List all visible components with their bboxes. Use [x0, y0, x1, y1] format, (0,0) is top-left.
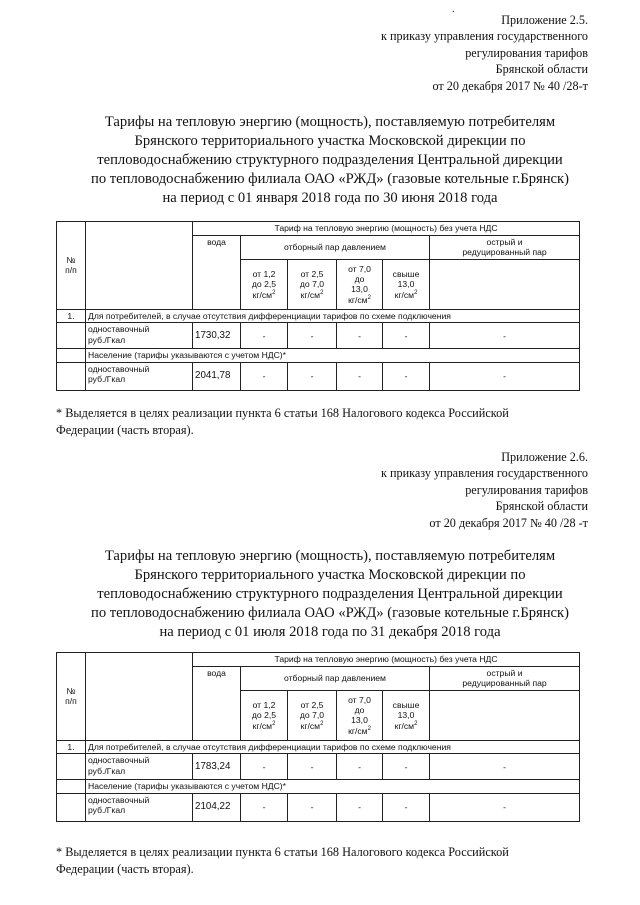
title-line: тепловодоснабжению структурного подразделения Центральной дирекции: [97, 152, 563, 168]
appendix-number: Приложение 2.5.: [501, 13, 588, 27]
col-number-header: № п/п: [57, 222, 86, 310]
water-tariff-value: 1783,24: [193, 754, 241, 780]
section-consumers: Для потребителей, в случае отсутствия дифференциации тарифов по схеме подключения: [86, 309, 580, 322]
dash-cell: -: [430, 793, 580, 821]
tariff-header: Тариф на тепловую энергию (мощность) без учета НДС: [193, 653, 580, 667]
steam-sharp-header: острый и редуцированный пар: [430, 667, 580, 691]
dash-cell: -: [383, 793, 430, 821]
document-title-1: [40, 113, 620, 208]
pressure-over-13-0: свыше 13,0 $кг/см^2$: [383, 690, 430, 740]
pressure-7-0-13-0: от 7,0 до 13,0 $кг/см^2$: [337, 259, 383, 309]
title-line: по тепловодоснабжению филиала ОАО «РЖД» (газовые котельные г.Брянск): [91, 605, 569, 621]
empty-cell: [57, 362, 86, 390]
dash-cell: -: [241, 754, 288, 780]
unit-label: одноставочный руб./Гкал: [86, 362, 193, 390]
steam-extract-header: отборный пар давлением: [241, 667, 430, 691]
pressure-2-5-7-0: от 2,5 до 7,0 $кг/см^2$: [288, 690, 337, 740]
document-title-2: [40, 547, 620, 642]
dash-cell: -: [288, 754, 337, 780]
title-period-line: на период с 01 января 2018 года по 30 июня 2018 года: [162, 190, 498, 206]
title-line: Тарифы на тепловую энергию (мощность), поставляемую потребителям: [104, 548, 556, 564]
empty-cell: [57, 780, 86, 793]
water-tariff-value: 1730,32: [193, 323, 241, 349]
footnote-line: * Выделяется в целях реализации пункта 6 статьи 168 Налогового кодекса Российской: [56, 406, 509, 420]
water-header: вода: [193, 236, 241, 310]
appendix-order-line: к приказу управления государственного: [381, 29, 588, 44]
empty-cell: [57, 349, 86, 362]
footnote-line: * Выделяется в целях реализации пункта 6 статьи 168 Налогового кодекса Российской: [56, 845, 509, 859]
appendix-date-line: от 20 декабря 2017 № 40 /28 -т: [429, 515, 588, 530]
dash-cell: -: [241, 793, 288, 821]
pressure-7-0-13-0: от 7,0 до 13,0 $кг/см^2$: [337, 690, 383, 740]
appendix-region-line: Брянской области: [495, 499, 588, 514]
pressure-1-2-2-5: от 1,2 до 2,5 $кг/см^2$: [241, 690, 288, 740]
unit-label: одноставочный руб./Гкал: [86, 754, 193, 780]
appendix-date-line: от 20 декабря 2017 № 40 /28-т: [432, 78, 588, 93]
appendix-region-line: Брянской области: [495, 62, 588, 77]
dash-cell: -: [383, 362, 430, 390]
dash-cell: -: [241, 362, 288, 390]
footnote-line: Федерации (часть вторая).: [56, 861, 194, 876]
title-line: Брянского территориального участка Московской дирекции по: [134, 133, 526, 149]
dash-cell: -: [337, 793, 383, 821]
water-tariff-value-population: 2041,78: [193, 362, 241, 390]
footnote-line: Федерации (часть вторая).: [56, 422, 194, 437]
dash-cell: -: [337, 323, 383, 349]
section-consumers: Для потребителей, в случае отсутствия дифференциации тарифов по схеме подключения: [86, 740, 580, 753]
footnote-1: [56, 405, 586, 438]
dash-cell: -: [288, 362, 337, 390]
section-population: Население (тарифы указываются с учетом НДС)*: [86, 780, 580, 793]
dash-cell: -: [288, 323, 337, 349]
appendix-order-line: к приказу управления государственного: [381, 466, 588, 481]
empty-cell: [57, 754, 86, 780]
appendix-authority-line: регулирования тарифов: [465, 45, 588, 60]
unit-label: одноставочный руб./Гкал: [86, 323, 193, 349]
footnote-2: [56, 844, 586, 877]
water-tariff-value-population: 2104,22: [193, 793, 241, 821]
pressure-2-5-7-0: от 2,5 до 7,0 $кг/см^2$: [288, 259, 337, 309]
title-line: по тепловодоснабжению филиала ОАО «РЖД» (газовые котельные г.Брянск): [91, 171, 569, 187]
pressure-1-2-2-5: от 1,2 до 2,5 $кг/см^2$: [241, 259, 288, 309]
dash-cell: -: [337, 362, 383, 390]
steam-sharp-header: острый и редуцированный пар: [430, 236, 580, 260]
steam-extract-header: отборный пар давлением: [241, 236, 430, 260]
dash-cell: -: [383, 323, 430, 349]
row-number: 1.: [57, 740, 86, 753]
dash-cell: -: [430, 323, 580, 349]
dash-cell: -: [288, 793, 337, 821]
tariff-table-2: [56, 652, 580, 822]
section-population: Население (тарифы указываются с учетом НДС)*: [86, 349, 580, 362]
title-line: тепловодоснабжению структурного подразделения Центральной дирекции: [97, 586, 563, 602]
water-header: вода: [193, 667, 241, 741]
pressure-over-13-0: свыше 13,0 $кг/см^2$: [383, 259, 430, 309]
dash-cell: -: [430, 362, 580, 390]
steam-sharp-empty: [430, 690, 580, 740]
tariff-table-1: [56, 221, 580, 391]
dash-cell: -: [241, 323, 288, 349]
dash-cell: -: [383, 754, 430, 780]
steam-sharp-empty: [430, 259, 580, 309]
dash-cell: -: [337, 754, 383, 780]
appendix-header-2-6: [381, 449, 588, 531]
appendix-header-2-5: [381, 12, 588, 94]
title-line: Брянского территориального участка Московской дирекции по: [134, 567, 526, 583]
title-period-line: на период с 01 июля 2018 года по 31 декабря 2018 года: [159, 624, 501, 640]
title-line: Тарифы на тепловую энергию (мощность), поставляемую потребителям: [104, 114, 556, 130]
col-unit-header: [86, 653, 193, 741]
col-unit-header: [86, 222, 193, 310]
col-number-header: № п/п: [57, 653, 86, 741]
row-number: 1.: [57, 309, 86, 322]
dash-cell: -: [430, 754, 580, 780]
empty-cell: [57, 323, 86, 349]
tariff-header: Тариф на тепловую энергию (мощность) без учета НДС: [193, 222, 580, 236]
appendix-number: Приложение 2.6.: [501, 450, 588, 464]
unit-label: одноставочный руб./Гкал: [86, 793, 193, 821]
appendix-authority-line: регулирования тарифов: [465, 482, 588, 497]
scan-dot: .: [452, 4, 455, 15]
empty-cell: [57, 793, 86, 821]
